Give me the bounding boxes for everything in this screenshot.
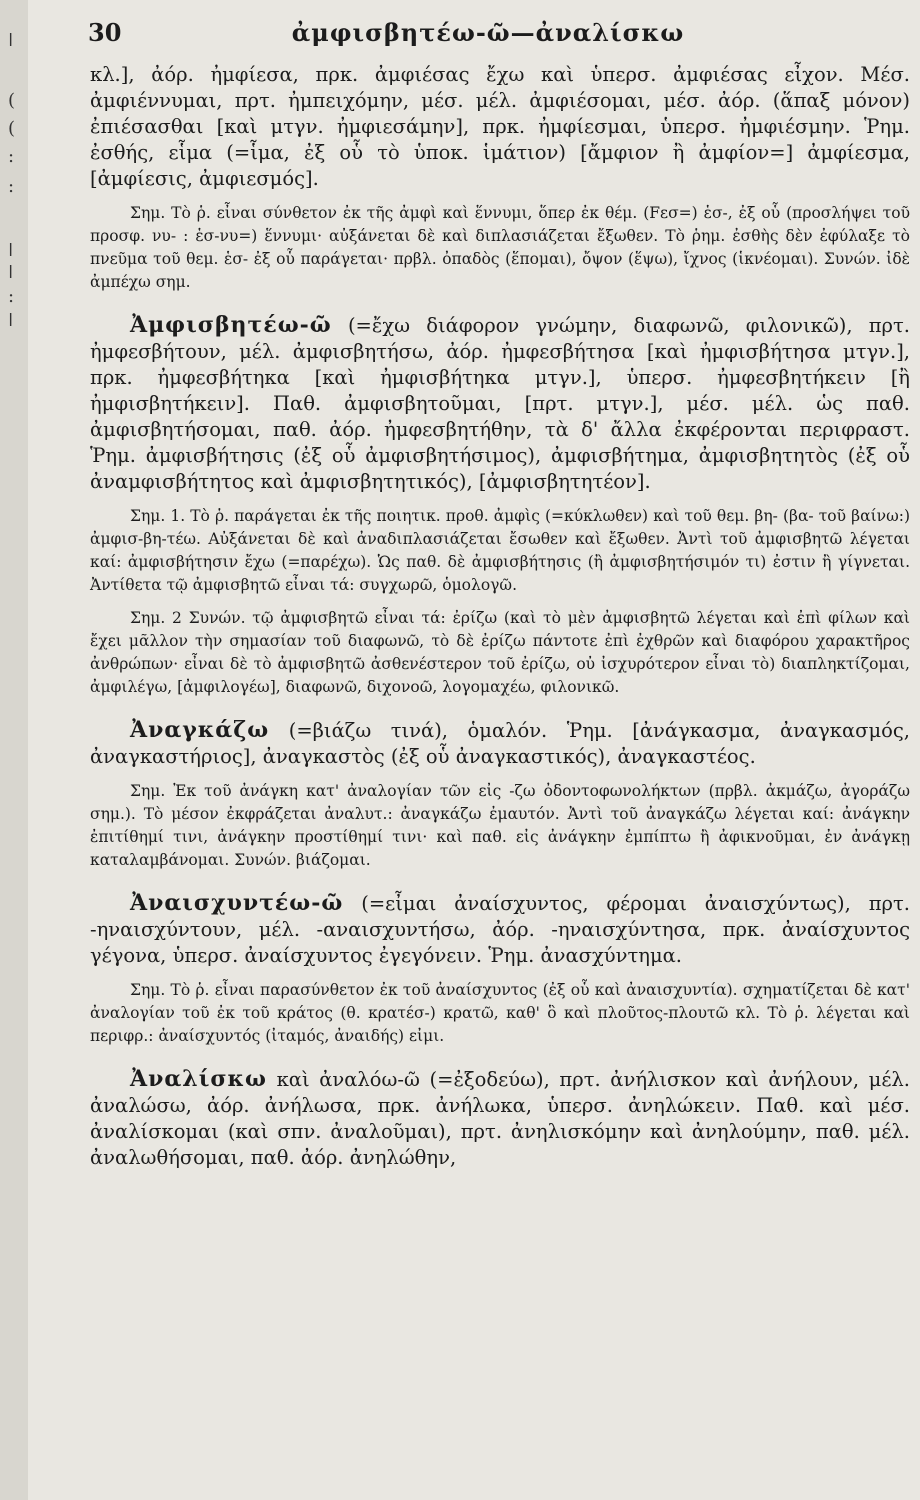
note-paragraph: [90, 780, 910, 872]
binding-margin: [0, 0, 28, 1500]
margin-mark: ǀ: [8, 310, 14, 331]
margin-mark: ǀ: [8, 30, 14, 51]
note-paragraph: [90, 979, 910, 1048]
dictionary-entry: [90, 312, 910, 495]
entry-text: (=εἶμαι ἀναίσχυντος, φέρομαι ἀναισχύντως), πρτ. -ηναισχύντουν, μέλ. -αναισχυντήσω, ἀόρ. -ηναισχύντησα, πρκ. ἀναίσχυντος γέγονα, ὑπερσ. ἀναίσχυντος ἐγεγόνειν. Ῥημ. ἀνασχύντημα.: [90, 892, 910, 967]
margin-mark: ǀ: [8, 240, 14, 261]
note-text: Σημ. 1. Τὸ ῥ. παράγεται ἐκ τῆς ποιητικ. προθ. ἀμφὶς (=κύκλωθεν) καὶ τοῦ θεμ. βη- (βα- τοῦ βαίνω:) ἀμφισ-βη-τέω. Αὐξάνεται δὲ καὶ ἀναδιπλασιάζεται ἔσωθεν καὶ ἔξωθεν. Ἀντὶ τοῦ ἀμφισβητῶ λέγεται καί: ἀμφισβήτησιν ἔχω (=παρέχω). Ὡς παθ. δὲ ἀμφισβήτησις (ἢ ἀμφισβητήσιμόν τι) ἐστιν ἢ γίγνεται. Ἀντίθετα τῷ ἀμφισβητῶ εἶναι τά: συγχωρῶ, ὁμολογῶ.: [90, 507, 910, 594]
entry-headword: Ἀναισχυντέω-ῶ: [130, 890, 344, 916]
margin-mark: :: [8, 176, 15, 197]
running-head: ἀμφισβητέω-ῶ—ἀναλίσκω: [291, 18, 685, 47]
dictionary-entry: [90, 890, 910, 969]
entry-text: (=ἔχω διάφορον γνώμην, διαφωνῶ, φιλονικῶ), πρτ. ἠμφεσβήτουν, μέλ. ἀμφισβητήσω, ἀόρ. ἠμφεσβήτησα [καὶ ἠμφισβήτησα μτγν.], πρκ. ἠμφεσβήτηκα [καὶ ἠμφισβήτηκα μτγν.], ὑπερσ. ἠμφεσβητήκειν [ἢ ἠμφισβητήκειν]. Παθ. ἀμφισβητοῦμαι, [πρτ. μτγν.], μέσ. μέλ. ὡς παθ. ἀμφισβητήσομαι, παθ. ἀόρ. ἠμφεσβητήθην, τὰ δ' ἄλλα ἐκφέρονται περιφραστ. Ῥημ. ἀμφισβήτησις (ἐξ οὗ ἀμφισβητήσιμος), ἀμφισβήτημα, ἀμφισβητητὸς (ἐξ οὗ ἀναμφισβήτητος καὶ ἀμφισβητητικός), [ἀμφισβητητέον].: [90, 314, 910, 493]
entry-text: (=βιάζω τινά), ὁμαλόν. Ῥημ. [ἀνάγκασμα, ἀναγκασμός, ἀναγκαστήριος], ἀναγκαστὸς (ἐξ οὗ ἀναγκαστικός), ἀναγκαστέος.: [90, 719, 910, 768]
entry-text: κλ.], ἀόρ. ἠμφίεσα, πρκ. ἀμφιέσας ἔχω καὶ ὑπερσ. ἀμφιέσας εἶχον. Μέσ. ἀμφιέννυμαι, πρτ. ἠμπειχόμην, μέσ. μέλ. ἀμφιέσομαι, μέσ. ἀόρ. (ἅπαξ μόνον) ἐπιέσασθαι [καὶ μτγν. ἠμφιεσάμην], πρκ. ἠμφίεσμαι, ὑπερσ. ἠμφιέσμην. Ῥημ. ἐσθής, εἷμα (=ἷμα, ἐξ οὗ τὸ ὑποκ. ἱμάτιον) [ἄμφιον ἢ ἀμφίον=] ἀμφίεσμα, [ἀμφίεσις, ἀμφιεσμός].: [90, 63, 910, 190]
margin-mark: (: [8, 90, 16, 111]
note-paragraph: [90, 202, 910, 294]
margin-mark: :: [8, 286, 15, 307]
note-text: Σημ. Τὸ ῥ. εἶναι σύνθετον ἐκ τῆς ἀμφὶ καὶ ἕννυμι, ὅπερ ἐκ θέμ. (Fεσ=) ἑσ-, ἐξ οὗ (προσλήψει τοῦ προσφ. νυ- : ἑσ-νυ=) ἕννυμι· αὐξάνεται δὲ καὶ διπλασιάζεται ἔξωθεν. Τὸ ῥημ. ἐσθὴς δὲν ἐφύλαξε τὸ πνεῦμα τοῦ θεμ. ἑσ- ἐξ οὗ παράγεται· πρβλ. ὀπαδὸς (ἕπομαι), ὄψον (ἕψω), ἴχνος (ἱκνέομαι). Συνών. ἰδὲ ἀμπέχω σημ.: [90, 204, 910, 291]
entry-continuation: [90, 62, 910, 192]
entry-headword: Ἀναγκάζω: [130, 717, 270, 743]
note-paragraph: [90, 505, 910, 597]
dictionary-entry: [90, 717, 910, 770]
note-text: Σημ. Τὸ ῥ. εἶναι παρασύνθετον ἐκ τοῦ ἀναίσχυντος (ἐξ οὗ καὶ ἀναισχυντία). σχηματίζεται δὲ κατ' ἀναλογίαν τοῦ ἐκ τοῦ κράτος (θ. κρατέσ-) κρατῶ, καθ' ὃ καὶ πλοῦτος-πλουτῶ κλ. Τὸ ῥ. λέγεται καὶ περιφρ.: ἀναίσχυντός (ἰταμός, ἀναιδής) εἰμι.: [90, 981, 910, 1045]
margin-mark: (: [8, 118, 16, 139]
page-body: [90, 62, 910, 1171]
margin-mark: ǀ: [8, 262, 14, 283]
page-header: [88, 18, 888, 58]
entry-text: καὶ ἀναλόω-ῶ (=ἐξοδεύω), πρτ. ἀνήλισκον καὶ ἀνήλουν, μέλ. ἀναλώσω, ἀόρ. ἀνήλωσα, πρκ. ἀνήλωκα, ὑπερσ. ἀνηλώκειν. Παθ. καὶ μέσ. ἀναλίσκομαι (καὶ σπν. ἀναλοῦμαι), πρτ. ἀνηλισκόμην καὶ ἀνηλούμην, παθ. μέλ. ἀναλωθήσομαι, παθ. ἀόρ. ἀνηλώθην,: [90, 1068, 910, 1169]
page-number: 30: [88, 18, 122, 47]
note-paragraph: [90, 607, 910, 699]
margin-mark: :: [8, 146, 15, 167]
dictionary-page: [28, 0, 920, 1500]
entry-headword: Ἀμφισβητέω-ῶ: [130, 312, 332, 338]
note-text: Σημ. 2 Συνών. τῷ ἀμφισβητῶ εἶναι τά: ἐρίζω (καὶ τὸ μὲν ἀμφισβητῶ λέγεται καὶ ἐπὶ φίλων καὶ ἔχει μᾶλλον τὴν σημασίαν τοῦ διαφωνῶ, τὸ δὲ ἐρίζω πάντοτε ἐπὶ ἐχθρῶν καὶ διαφόρου χαρακτῆρος ἀνθρώπων· εἶναι δὲ τὸ ἀμφισβητῶ ἀσθενέστερον τοῦ ἐρίζω, οὐ ἰσχυρότερον εἶναι τὸ) διαπληκτίζομαι, ἀμφιλέγω, [ἀμφιλογέω], διαφωνῶ, διχονοῶ, λογομαχέω, φιλονικῶ.: [90, 609, 910, 696]
entry-headword: Ἀναλίσκω: [130, 1066, 267, 1092]
dictionary-entry: [90, 1066, 910, 1171]
note-text: Σημ. Ἐκ τοῦ ἀνάγκη κατ' ἀναλογίαν τῶν εἰς -ζω ὀδοντοφωνολήκτων (πρβλ. ἀκμάζω, ἀγοράζω σημ.). Τὸ μέσον ἐκφράζεται ἀναλυτ.: ἀναγκάζω ἐμαυτόν. Ἀντὶ τοῦ ἀναγκάζω λέγεται καί: ἀνάγκην ἐπιτίθημί τινι, ἀνάγκην προστίθημί τινι· καὶ παθ. εἰς ἀνάγκην ἐμπίπτω ἢ ἀφικνοῦμαι, ἐν ἀνάγκῃ καταλαμβάνομαι. Συνών. βιάζομαι.: [90, 782, 910, 869]
